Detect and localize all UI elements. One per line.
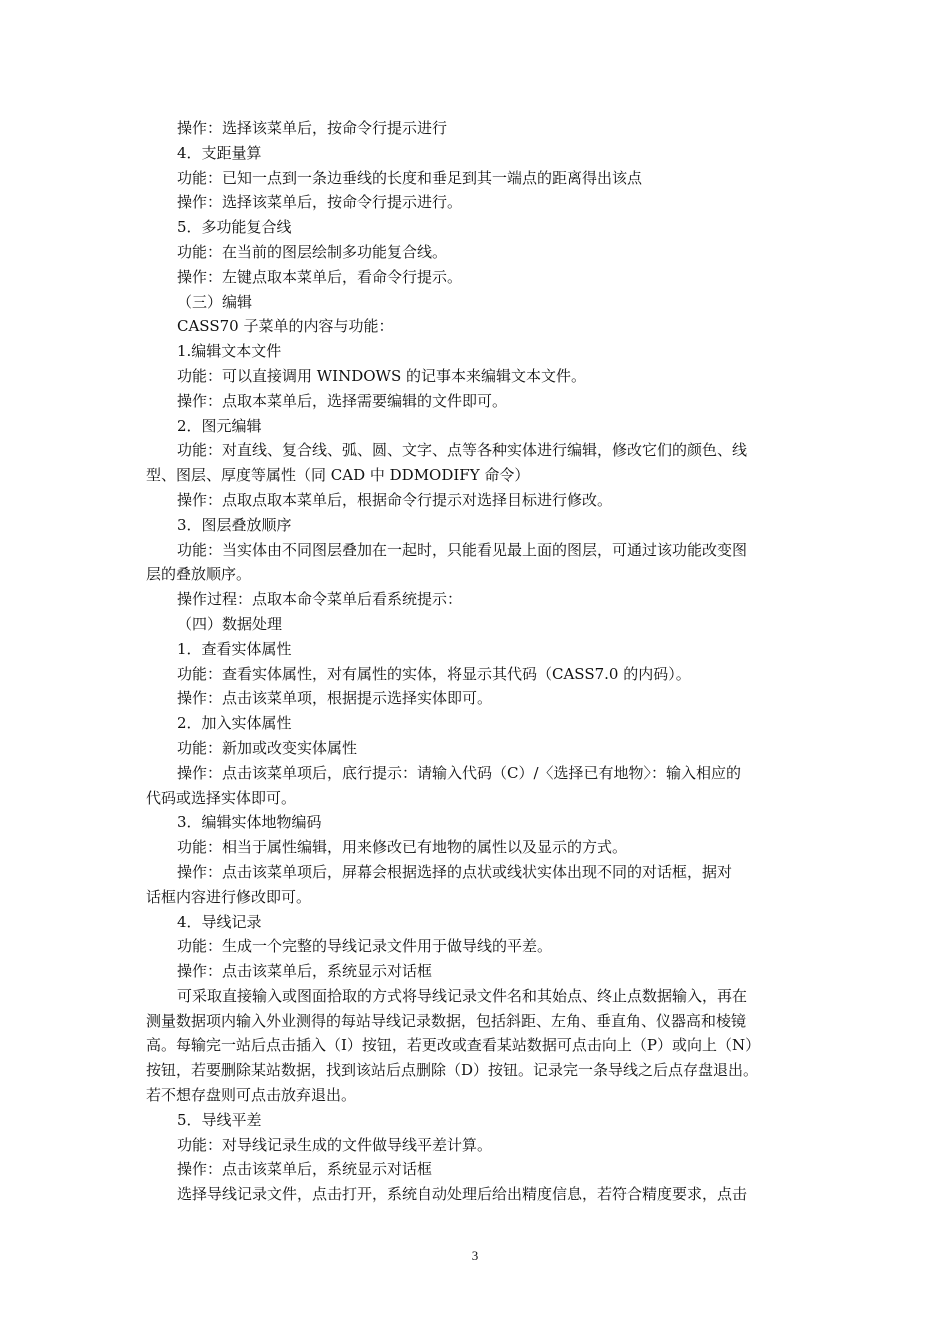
text-line: 层的叠放顺序。 bbox=[146, 565, 252, 584]
text-line: 4．导线记录 bbox=[177, 912, 262, 931]
text-line: （三）编辑 bbox=[177, 292, 253, 311]
text-line: 1.编辑文本文件 bbox=[177, 342, 282, 361]
text-line: 5．多功能复合线 bbox=[177, 218, 292, 237]
text-line: 功能：对直线、复合线、弧、圆、文字、点等各种实体进行编辑，修改它们的颜色、线 bbox=[177, 441, 748, 460]
text-line: 功能：在当前的图层绘制多功能复合线。 bbox=[177, 242, 448, 261]
text-line: 2．加入实体属性 bbox=[177, 714, 292, 733]
text-line: 4．支距量算 bbox=[177, 143, 262, 162]
text-line: 测量数据项内输入外业测得的每站导线记录数据，包括斜距、左角、垂直角、仪器高和棱镜 bbox=[146, 1011, 747, 1030]
text-line: 可采取直接输入或图面拾取的方式将导线记录文件名和其始点、终止点数据输入，再在 bbox=[177, 986, 748, 1005]
text-line: 功能：查看实体属性，对有属性的实体，将显示其代码（CASS7.0 的内码）。 bbox=[177, 664, 691, 683]
text-line: 操作：选择该菜单后，按命令行提示进行 bbox=[177, 119, 448, 137]
text-line: 操作：点击该菜单后，系统显示对话框 bbox=[177, 1160, 433, 1179]
page-number: 3 bbox=[471, 1248, 479, 1263]
text-line: 操作：点取点取本菜单后，根据命令行提示对选择目标进行修改。 bbox=[177, 490, 613, 509]
text-line: 操作：点击该菜单项，根据提示选择实体即可。 bbox=[177, 689, 493, 708]
text-line: CASS70 子菜单的内容与功能： bbox=[177, 317, 394, 336]
text-line: 功能：对导线记录生成的文件做导线平差计算。 bbox=[177, 1135, 493, 1154]
text-line: 3．图层叠放顺序 bbox=[177, 515, 292, 534]
text-line: 话框内容进行修改即可。 bbox=[146, 887, 312, 906]
text-line: 功能：已知一点到一条边垂线的长度和垂足到其一端点的距离得出该点 bbox=[177, 168, 643, 187]
text-line: 功能：可以直接调用 WINDOWS 的记事本来编辑文本文件。 bbox=[177, 366, 587, 385]
text-line: （四）数据处理 bbox=[177, 614, 283, 633]
text-line: 功能：当实体由不同图层叠加在一起时，只能看见最上面的图层，可通过该功能改变图 bbox=[177, 540, 748, 559]
text-line: 操作：点击该菜单项后，底行提示：请输入代码（C）/〈选择已有地物〉：输入相应的 bbox=[177, 763, 742, 782]
text-line: 代码或选择实体即可。 bbox=[146, 788, 297, 807]
document-body bbox=[146, 116, 809, 1207]
text-line: 选择导线记录文件，点击打开，系统自动处理后给出精度信息，若符合精度要求，点击 bbox=[177, 1185, 748, 1204]
text-line: 按钮，若要删除某站数据，找到该站后点删除（D）按钮。记录完一条导线之后点存盘退出。 bbox=[146, 1061, 759, 1080]
text-line: 功能：相当于属性编辑，用来修改已有地物的属性以及显示的方式。 bbox=[177, 838, 628, 857]
text-line: 3．编辑实体地物编码 bbox=[177, 813, 322, 832]
text-line: 功能：生成一个完整的导线记录文件用于做导线的平差。 bbox=[177, 937, 553, 956]
text-line: 操作：点击该菜单项后，屏幕会根据选择的点状或线状实体出现不同的对话框，据对 bbox=[177, 862, 733, 881]
text-line: 功能：新加或改变实体属性 bbox=[177, 738, 358, 757]
text-line: 操作：点击该菜单后，系统显示对话框 bbox=[177, 962, 433, 981]
text-line: 高。每输完一站后点击插入（I）按钮，若更改或查看某站数据可点击向上（P）或向上（N） bbox=[146, 1036, 761, 1055]
text-line: 2．图元编辑 bbox=[177, 416, 262, 435]
text-line: 若不想存盘则可点击放弃退出。 bbox=[146, 1086, 357, 1105]
text-line: 操作：点取本菜单后，选择需要编辑的文件即可。 bbox=[177, 391, 508, 410]
text-line: 1．查看实体属性 bbox=[177, 639, 292, 658]
text-line: 操作：左键点取本菜单后，看命令行提示。 bbox=[177, 267, 463, 286]
text-line: 操作：选择该菜单后，按命令行提示进行。 bbox=[177, 193, 463, 212]
text-line: 操作过程：点取本命令菜单后看系统提示： bbox=[177, 590, 463, 609]
text-line: 型、图层、厚度等属性（同 CAD 中 DDMODIFY 命令） bbox=[146, 466, 530, 485]
text-line: 5．导线平差 bbox=[177, 1110, 262, 1129]
